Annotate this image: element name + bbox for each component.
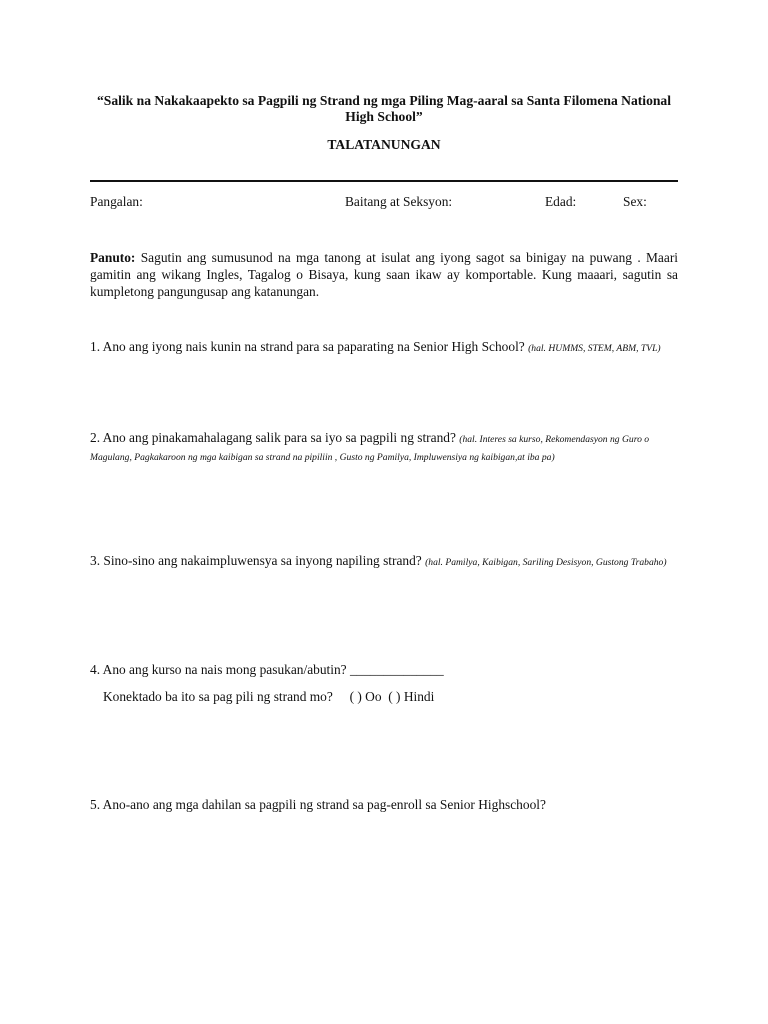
question-4-followup: Konektado ba ito sa pag pili ng strand mo? ( ) Oo ( ) Hindi — [103, 689, 435, 704]
instructions-label: Panuto: — [90, 250, 136, 265]
document-subtitle: TALATANUNGAN — [327, 137, 441, 152]
question-5 — [90, 797, 678, 813]
question-3-text: 3. Sino-sino ang nakaimpluwensya sa inyong napiling strand? — [90, 553, 426, 568]
question-3 — [90, 553, 678, 571]
question-2-hint: (hal. Interes sa kurso, Rekomendasyon ng Guro o Magulang, Pagkakaroon ng mga kaibigan sa strand na pipiliin , Gusto ng Pamilya, Impluwensiya ng kaibigan,at iba pa) — [90, 434, 650, 463]
instructions-paragraph — [90, 249, 678, 300]
instructions-text: Sagutin ang sumusunod na mga tanong at isulat ang iyong sagot sa binigay na puwang . Maari gamitin ang wikang Ingles, Tagalog o Bisaya, kung saan ikaw ay komportable. Kung maaari, sagutin sa kumpletong pangungusap ang katanungan. — [90, 250, 678, 299]
document-title: “Salik na Nakakaapekto sa Pagpili ng Strand ng mga Piling Mag-aaral sa Santa Filomena National High School” — [96, 93, 672, 124]
question-1-hint: (hal. HUMMS, STEM, ABM, TVL) — [528, 343, 661, 354]
field-grade-section-label: Baitang at Seksyon: — [345, 194, 453, 209]
field-sex-label: Sex: — [623, 194, 647, 209]
field-age-label: Edad: — [545, 194, 577, 209]
question-1 — [90, 339, 678, 357]
field-name-label: Pangalan: — [90, 194, 143, 209]
question-4 — [90, 662, 678, 678]
question-4-text: 4. Ano ang kurso na nais mong pasukan/abutin? ______________ — [90, 662, 444, 677]
question-2-text: 2. Ano ang pinakamahalagang salik para sa iyo sa pagpili ng strand? — [90, 430, 460, 445]
header-divider — [90, 180, 678, 182]
question-3-hint: (hal. Pamilya, Kaibigan, Sariling Desisyon, Gustong Trabaho) — [425, 557, 667, 568]
question-1-text: 1. Ano ang iyong nais kunin na strand para sa paparating na Senior High School? — [90, 339, 529, 354]
question-5-text: 5. Ano-ano ang mga dahilan sa pagpili ng strand sa pag-enroll sa Senior Highschool? — [90, 797, 546, 812]
question-2 — [90, 430, 678, 466]
